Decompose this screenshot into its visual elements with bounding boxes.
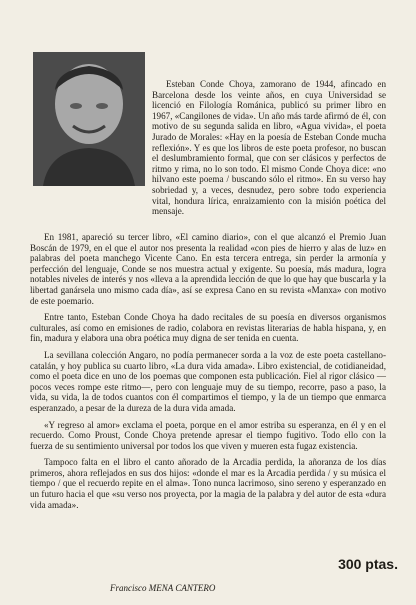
paragraph: Tampoco falta en el libro el canto añorado de la Arcadia perdida, la añoranza de los días primeros, ahora reflejados en sus dos hijos: «donde el mar es la Arcadia perdida / y su música el tiempo / que el recuerdo repite en el alma». Tono nunca lacrimoso, sino sereno y esperanzado en un futuro hacia el que «su verso nos proyecta, por la magia de la palabra y del autor de esta «dura vida amada». [30, 457, 386, 510]
paragraph: La sevillana colección Angaro, no podía permanecer sorda a la voz de este poeta castellano-catalán, y hoy publica su cuarto libro, «La dura vida amada». Libro existencial, de cotidianeidad, como el poeta dice en uno de los poemas que componen esta publicación. Fiel al rigor clásico —pocos veces rompe este ritmo—, pero con lenguaje muy de su tiempo, recorre, paso a paso, la vida, su vida, la de todos cuantos con él compartimos el tiempo, y la de un tiempo que enmarca esperanzado, a pesar de la dureza de la dura vida amada. [30, 349, 386, 413]
intro-paragraph: Esteban Conde Choya, zamorano de 1944, afincado en Barcelona desde los veinte años, en cuya Universidad se licenció en Filología Románica, publicó su primer libro en 1967, «Cangilones de vida». Un año más tarde afirmó de él, con motivo de su segunda salida en libro, «Agua vivida», el poeta Jurado de Morales: «Hay en la poesía de Esteban Conde mucha reflexión». Y es que los libros de este poeta profesor, no buscan el deslumbramiento formal, que con ser clásicos y perfectos de ritmo y rima, no lo son todo. El mismo Conde Choya dice: «no hilvano este poema / buscando sólo el ritmo». En su verso hay sobriedad y, a veces, desnudez, pero sobre todo experiencia vital, hondura lírica, enraizamiento con la misión poética del mensaje. [152, 79, 386, 217]
paragraph: En 1981, apareció su tercer libro, «El camino diario», con el que alcanzó el Premio Juan Boscán de 1979, en el que el autor nos presenta la realidad «con pies de hierro y alas de luz» en palabras del poeta manchego Vicente Cano. En esta tercera entrega, sin perder la armonía y perfección del lenguaje, Conde se nos muestra actual y exigente. Su poesía, más madura, logra notables niveles de interés y nos «lleva a la aprendida lección de que lo que hay que buscarla y la libertad ganársela uno mismo cada día», así se expresa Cano en su revista «Manxa» con motivo de este poemario. [30, 232, 386, 306]
body-text [30, 232, 386, 516]
paragraph: «Y regreso al amor» exclama el poeta, porque en el amor estriba su esperanza, en él y en el recuerdo. Como Proust, Conde Choya pretende apresar el tiempo fugitivo. Todo ello con la fuerza de su sentimiento universal por todos los que viven y mueren esta fugaz existencia. [30, 419, 386, 451]
intro-text [30, 79, 386, 223]
paragraph: Entre tanto, Esteban Conde Choya ha dado recitales de su poesía en diversos organismos culturales, así como en emisiones de radio, colabora en revistas literarias de habla hispana, y, en fin, madura y elabora una obra poética muy digna de ser tenida en cuenta. [30, 312, 386, 344]
author-signature: Francisco MENA CANTERO [110, 583, 216, 593]
price-label: 300 ptas. [338, 556, 398, 572]
